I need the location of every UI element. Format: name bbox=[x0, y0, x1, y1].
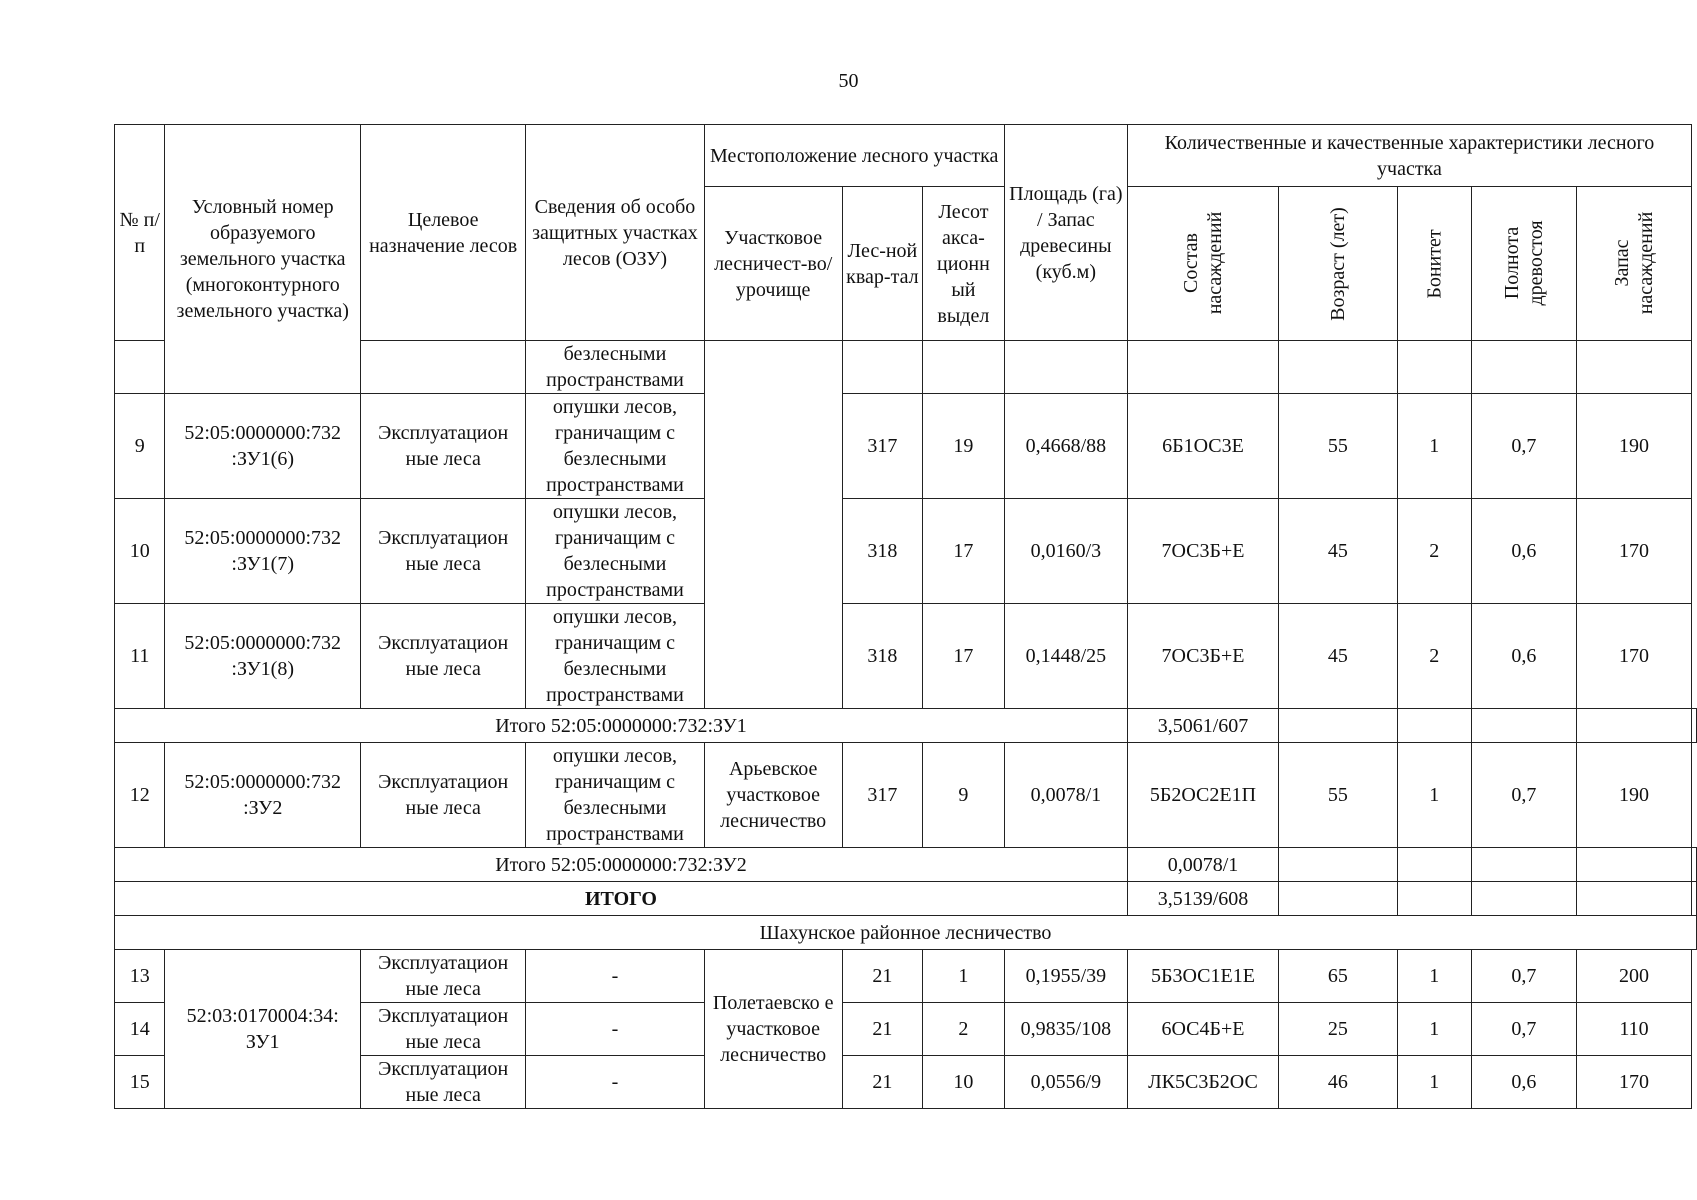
area-cell: 0,0078/1 bbox=[1004, 743, 1127, 848]
group-cadastral-cell: 52:03:0170004:34: ЗУ1 bbox=[165, 950, 361, 1109]
composition-cell: ЛК5С3Б2ОС bbox=[1127, 1056, 1278, 1109]
quarter-cell: 21 bbox=[842, 1003, 922, 1056]
stock-cell: 170 bbox=[1576, 499, 1691, 604]
total-row bbox=[115, 882, 1697, 916]
density-cell: 0,6 bbox=[1471, 499, 1576, 604]
bonitet-cell: 1 bbox=[1397, 743, 1471, 848]
header-bonitet-cell bbox=[1397, 187, 1471, 341]
cadastral-cell: 52:05:0000000:732 :ЗУ1(8) bbox=[165, 604, 361, 709]
vydel-cell: 17 bbox=[923, 499, 1005, 604]
area-cell: 0,9835/108 bbox=[1004, 1003, 1127, 1056]
cadastral-cell: 52:05:0000000:732 :ЗУ2 bbox=[165, 743, 361, 848]
bonitet-cell: 1 bbox=[1397, 394, 1471, 499]
density-cell: 0,7 bbox=[1471, 394, 1576, 499]
age-cell: 25 bbox=[1279, 1003, 1398, 1056]
header-num: № п/п bbox=[115, 125, 165, 341]
ozu-cell: опушки лесов, граничащим с безлесными пространствами bbox=[526, 604, 704, 709]
stock-cell: 170 bbox=[1576, 1056, 1691, 1109]
density-cell: 0,6 bbox=[1471, 604, 1576, 709]
num-cell: 10 bbox=[115, 499, 165, 604]
header-row-1 bbox=[115, 125, 1697, 187]
age-cell: 46 bbox=[1279, 1056, 1398, 1109]
num-cell: 12 bbox=[115, 743, 165, 848]
header-composition-cell bbox=[1127, 187, 1278, 341]
age-cell: 55 bbox=[1279, 394, 1398, 499]
vydel-cell: 19 bbox=[923, 394, 1005, 499]
quarter-cell: 318 bbox=[842, 499, 922, 604]
density-cell: 0,7 bbox=[1471, 950, 1576, 1003]
stock-cell: 200 bbox=[1576, 950, 1691, 1003]
stock-cell: 190 bbox=[1576, 743, 1691, 848]
ozu-cell: опушки лесов, граничащим с безлесными пространствами bbox=[526, 499, 704, 604]
cadastral-cell: 52:05:0000000:732 :ЗУ1(6) bbox=[165, 394, 361, 499]
subtotal-area: 0,0078/1 bbox=[1127, 848, 1278, 882]
bonitet-cell: 1 bbox=[1397, 1056, 1471, 1109]
age-cell: 65 bbox=[1279, 950, 1398, 1003]
composition-cell: 7ОС3Б+Е bbox=[1127, 604, 1278, 709]
page-number: 50 bbox=[838, 70, 859, 92]
bonitet-cell: 2 bbox=[1397, 499, 1471, 604]
area-cell: 0,0160/3 bbox=[1004, 499, 1127, 604]
density-cell: 0,7 bbox=[1471, 1003, 1576, 1056]
quarter-cell: 318 bbox=[842, 604, 922, 709]
ozu-cell: - bbox=[526, 1003, 704, 1056]
bonitet-cell: 1 bbox=[1397, 1003, 1471, 1056]
header-location-group: Местоположение лесного участка bbox=[704, 125, 1004, 187]
stock-cell: 110 bbox=[1576, 1003, 1691, 1056]
header-composition: Состав насаждений bbox=[1179, 211, 1226, 315]
area-cell: 0,4668/88 bbox=[1004, 394, 1127, 499]
num-cell: 11 bbox=[115, 604, 165, 709]
age-cell: 45 bbox=[1279, 499, 1398, 604]
header-ozu: Сведения об особо защитных участках лесов (ОЗУ) bbox=[526, 125, 704, 341]
area-cell: 0,1448/25 bbox=[1004, 604, 1127, 709]
composition-cell: 6ОС4Б+Е bbox=[1127, 1003, 1278, 1056]
table-row bbox=[115, 394, 1697, 499]
quarter-cell: 21 bbox=[842, 1056, 922, 1109]
purpose-cell: Эксплуатацион ные леса bbox=[361, 1056, 526, 1109]
header-stock-cell bbox=[1576, 187, 1691, 341]
table-row bbox=[115, 604, 1697, 709]
header-bonitet: Бонитет bbox=[1423, 228, 1446, 299]
vydel-cell: 9 bbox=[923, 743, 1005, 848]
purpose-cell: Эксплуатацион ные леса bbox=[361, 499, 526, 604]
header-purpose: Целевое назначение лесов bbox=[361, 125, 526, 341]
quarter-cell: 317 bbox=[842, 394, 922, 499]
composition-cell: 7ОС3Б+Е bbox=[1127, 499, 1278, 604]
vydel-cell: 17 bbox=[923, 604, 1005, 709]
group-forestry-cell: Полетаевско е участковое лесничество bbox=[704, 950, 842, 1109]
ozu-cell: - bbox=[526, 950, 704, 1003]
forest-plots-table bbox=[114, 124, 1697, 1109]
purpose-cell: Эксплуатацион ные леса bbox=[361, 394, 526, 499]
ozu-cell: опушки лесов, граничащим с безлесными пространствами bbox=[526, 743, 704, 848]
ozu-cell: безлесными пространствами bbox=[526, 341, 704, 394]
quarter-cell: 317 bbox=[842, 743, 922, 848]
age-cell: 45 bbox=[1279, 604, 1398, 709]
table-row bbox=[115, 743, 1697, 848]
header-forestry: Участковое лесничест-во/урочище bbox=[704, 187, 842, 341]
stock-cell: 170 bbox=[1576, 604, 1691, 709]
density-cell: 0,6 bbox=[1471, 1056, 1576, 1109]
density-cell: 0,7 bbox=[1471, 743, 1576, 848]
bonitet-cell: 1 bbox=[1397, 950, 1471, 1003]
purpose-cell: Эксплуатацион ные леса bbox=[361, 604, 526, 709]
num-cell: 15 bbox=[115, 1056, 165, 1109]
bonitet-cell: 2 bbox=[1397, 604, 1471, 709]
vydel-cell: 1 bbox=[923, 950, 1005, 1003]
total-area: 3,5139/608 bbox=[1127, 882, 1278, 916]
quarter-cell: 21 bbox=[842, 950, 922, 1003]
ozu-cell: опушки лесов, граничащим с безлесными пространствами bbox=[526, 394, 704, 499]
table-row bbox=[115, 950, 1697, 1003]
cadastral-cell: 52:05:0000000:732 :ЗУ1(7) bbox=[165, 499, 361, 604]
header-vydel: Лесот акса-ционн ый выдел bbox=[923, 187, 1005, 341]
subtotal-row bbox=[115, 709, 1697, 743]
composition-cell: 5Б2ОС2Е1П bbox=[1127, 743, 1278, 848]
purpose-cell: Эксплуатацион ные леса bbox=[361, 950, 526, 1003]
header-characteristics-group: Количественные и качественные характеристики лесного участка bbox=[1127, 125, 1691, 187]
vydel-cell: 10 bbox=[923, 1056, 1005, 1109]
purpose-cell: Эксплуатацион ные леса bbox=[361, 743, 526, 848]
header-area: Площадь (га) / Запас древесины (куб.м) bbox=[1004, 125, 1127, 341]
header-density: Полнота древостоя bbox=[1500, 220, 1547, 306]
region-row bbox=[115, 916, 1697, 950]
subtotal-label: Итого 52:05:0000000:732:ЗУ2 bbox=[115, 848, 1128, 882]
num-cell: 13 bbox=[115, 950, 165, 1003]
subtotal-label: Итого 52:05:0000000:732:ЗУ1 bbox=[115, 709, 1128, 743]
num-cell: 14 bbox=[115, 1003, 165, 1056]
region-title: Шахунское районное лесничество bbox=[115, 916, 1697, 950]
composition-cell: 6Б1ОС3Е bbox=[1127, 394, 1278, 499]
header-age-cell bbox=[1279, 187, 1398, 341]
area-cell: 0,1955/39 bbox=[1004, 950, 1127, 1003]
total-label: ИТОГО bbox=[115, 882, 1128, 916]
num-cell: 9 bbox=[115, 394, 165, 499]
forestry-cell: Арьевское участковое лесничество bbox=[704, 743, 842, 848]
table-row bbox=[115, 499, 1697, 604]
forestry-cell-merged bbox=[704, 341, 842, 709]
stock-cell: 190 bbox=[1576, 394, 1691, 499]
subtotal-area: 3,5061/607 bbox=[1127, 709, 1278, 743]
purpose-cell: Эксплуатацион ные леса bbox=[361, 1003, 526, 1056]
header-quarter: Лес-ной квар-тал bbox=[842, 187, 922, 341]
area-cell: 0,0556/9 bbox=[1004, 1056, 1127, 1109]
subtotal-row bbox=[115, 848, 1697, 882]
ozu-cell: - bbox=[526, 1056, 704, 1109]
composition-cell: 5Б3ОС1Е1Е bbox=[1127, 950, 1278, 1003]
header-stock: Запас насаждений bbox=[1610, 211, 1657, 315]
header-cadastral: Условный номер образуемого земельного участка (многоконтурного земельного участка) bbox=[165, 125, 361, 394]
header-age: Возраст (лет) bbox=[1326, 206, 1349, 321]
vydel-cell: 2 bbox=[923, 1003, 1005, 1056]
header-density-cell bbox=[1471, 187, 1576, 341]
age-cell: 55 bbox=[1279, 743, 1398, 848]
